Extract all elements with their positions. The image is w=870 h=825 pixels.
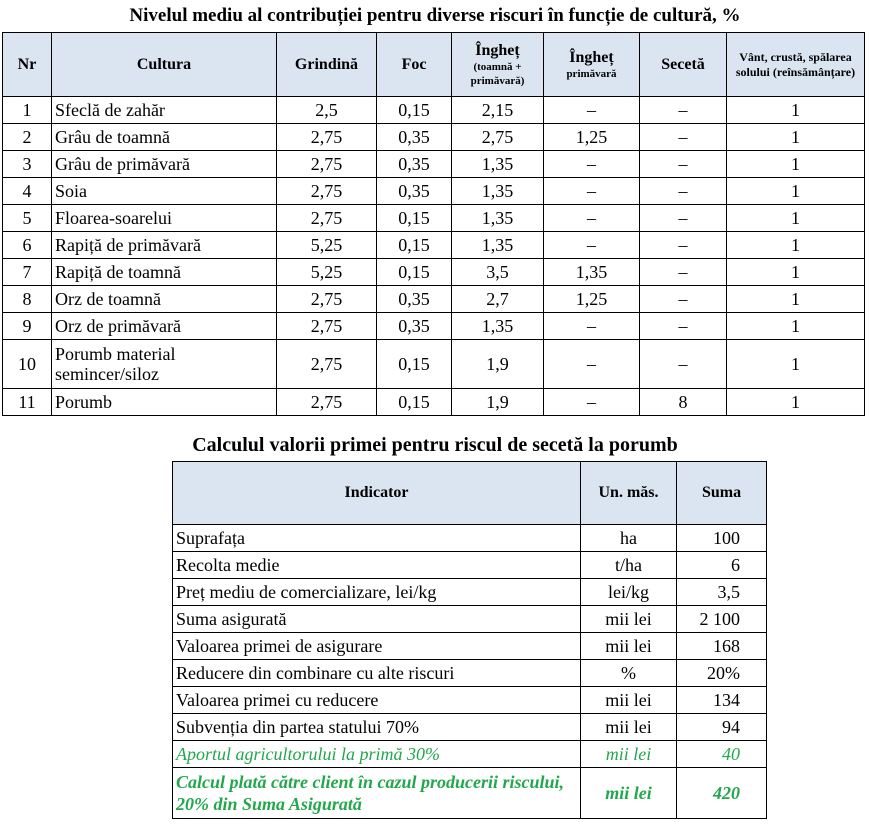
cell-sum: 420	[677, 768, 767, 819]
table-row	[173, 633, 767, 660]
cell-cultura: Rapiță de primăvară	[52, 232, 277, 259]
cell-indicator: Valoarea primei de asigurare	[173, 633, 581, 660]
cell-foc: 0,35	[377, 286, 452, 313]
header-inghet-primavara	[544, 33, 640, 97]
table-row	[173, 687, 767, 714]
cell-grindina: 5,25	[277, 259, 377, 286]
cell-nr: 2	[3, 124, 52, 151]
header-seceta: Secetă	[640, 33, 727, 97]
cell-vant: 1	[727, 232, 865, 259]
cell-seceta: –	[640, 97, 727, 124]
table-row	[173, 741, 767, 768]
table-row	[3, 97, 865, 124]
cell-inghet-primavara: –	[544, 313, 640, 340]
cell-sum: 3,5	[677, 579, 767, 606]
drought-premium-table	[172, 461, 767, 819]
cell-inghet: 2,75	[452, 124, 544, 151]
cell-inghet-primavara: 1,35	[544, 259, 640, 286]
cell-nr: 4	[3, 178, 52, 205]
cell-grindina: 2,75	[277, 178, 377, 205]
header-inghet-toamna-primavara	[452, 33, 544, 97]
cell-indicator: Subvenția din partea statului 70%	[173, 714, 581, 741]
table-row	[173, 768, 767, 819]
cell-inghet: 1,9	[452, 340, 544, 389]
cell-foc: 0,35	[377, 313, 452, 340]
table-row	[3, 232, 865, 259]
cell-foc: 0,15	[377, 97, 452, 124]
cell-cultura: Rapiță de toamnă	[52, 259, 277, 286]
cell-grindina: 2,75	[277, 205, 377, 232]
cell-grindina: 5,25	[277, 232, 377, 259]
cell-indicator: Recolta medie	[173, 552, 581, 579]
table-row	[173, 525, 767, 552]
cell-cultura: Grâu de toamnă	[52, 124, 277, 151]
cell-sum: 2 100	[677, 606, 767, 633]
cell-inghet-primavara: –	[544, 340, 640, 389]
cell-inghet-primavara: –	[544, 178, 640, 205]
cell-indicator: Suprafața	[173, 525, 581, 552]
cell-seceta: –	[640, 124, 727, 151]
cell-nr: 9	[3, 313, 52, 340]
cell-inghet: 1,35	[452, 151, 544, 178]
cell-sum: 94	[677, 714, 767, 741]
cell-nr: 11	[3, 389, 52, 416]
cell-inghet-primavara: 1,25	[544, 124, 640, 151]
cell-nr: 1	[3, 97, 52, 124]
cell-seceta: –	[640, 178, 727, 205]
cell-indicator: Reducere din combinare cu alte riscuri	[173, 660, 581, 687]
cell-vant: 1	[727, 205, 865, 232]
header-sum: Suma	[677, 462, 767, 525]
cell-vant: 1	[727, 286, 865, 313]
cell-indicator: Aportul agricultorului la primă 30%	[173, 741, 581, 768]
cell-indicator: Valoarea primei cu reducere	[173, 687, 581, 714]
header-nr: Nr	[3, 33, 52, 97]
cell-grindina: 2,75	[277, 286, 377, 313]
cell-unit: mii lei	[581, 687, 677, 714]
cell-unit: mii lei	[581, 606, 677, 633]
risk-contribution-table	[2, 32, 865, 416]
cell-unit: mii lei	[581, 768, 677, 819]
cell-nr: 5	[3, 205, 52, 232]
cell-indicator: Suma asigurată	[173, 606, 581, 633]
cell-sum: 6	[677, 552, 767, 579]
cell-inghet: 1,35	[452, 232, 544, 259]
table1-header-row	[3, 33, 865, 97]
cell-inghet: 2,7	[452, 286, 544, 313]
cell-vant: 1	[727, 97, 865, 124]
cell-cultura: Sfeclă de zahăr	[52, 97, 277, 124]
header-vant: Vânt, crustă, spălarea solului (reînsămânțare)	[727, 33, 865, 97]
table-row	[173, 660, 767, 687]
cell-inghet: 1,35	[452, 205, 544, 232]
cell-vant: 1	[727, 124, 865, 151]
cell-nr: 8	[3, 286, 52, 313]
table-row	[173, 552, 767, 579]
header-inghet2-sublabel: primăvară	[566, 67, 617, 80]
cell-unit: mii lei	[581, 633, 677, 660]
header-grindina: Grindină	[277, 33, 377, 97]
cell-inghet: 1,35	[452, 313, 544, 340]
cell-cultura: Orz de primăvară	[52, 313, 277, 340]
cell-seceta: –	[640, 205, 727, 232]
cell-inghet-primavara: –	[544, 151, 640, 178]
cell-seceta: –	[640, 286, 727, 313]
cell-cultura: Porumb material semincer/siloz	[52, 340, 277, 389]
cell-seceta: –	[640, 313, 727, 340]
cell-seceta: –	[640, 340, 727, 389]
cell-grindina: 2,75	[277, 313, 377, 340]
cell-cultura: Soia	[52, 178, 277, 205]
cell-inghet: 2,15	[452, 97, 544, 124]
header-inghet2-label: Îngheț	[569, 48, 614, 66]
cell-grindina: 2,75	[277, 151, 377, 178]
cell-indicator: Preț mediu de comercializare, lei/kg	[173, 579, 581, 606]
cell-inghet-primavara: 1,25	[544, 286, 640, 313]
cell-nr: 3	[3, 151, 52, 178]
cell-foc: 0,15	[377, 389, 452, 416]
header-inghet-sublabel: (toamnă + primăvară)	[470, 60, 525, 87]
cell-grindina: 2,75	[277, 124, 377, 151]
table2-title: Calculul valorii primei pentru riscul de secetă la porumb	[192, 434, 678, 456]
cell-vant: 1	[727, 178, 865, 205]
cell-unit: mii lei	[581, 741, 677, 768]
cell-foc: 0,35	[377, 151, 452, 178]
cell-inghet-primavara: –	[544, 205, 640, 232]
cell-foc: 0,35	[377, 124, 452, 151]
table2-header-row	[173, 462, 767, 525]
cell-nr: 6	[3, 232, 52, 259]
table-row	[3, 151, 865, 178]
cell-grindina: 2,75	[277, 389, 377, 416]
cell-cultura: Porumb	[52, 389, 277, 416]
cell-cultura: Grâu de primăvară	[52, 151, 277, 178]
cell-nr: 10	[3, 340, 52, 389]
cell-foc: 0,35	[377, 178, 452, 205]
cell-foc: 0,15	[377, 205, 452, 232]
table-row	[3, 286, 865, 313]
cell-cultura: Floarea-soarelui	[52, 205, 277, 232]
cell-sum: 168	[677, 633, 767, 660]
header-inghet-label: Îngheț	[475, 41, 520, 59]
cell-grindina: 2,5	[277, 97, 377, 124]
cell-foc: 0,15	[377, 259, 452, 286]
cell-inghet: 3,5	[452, 259, 544, 286]
cell-grindina: 2,75	[277, 340, 377, 389]
table-row	[173, 606, 767, 633]
table-row	[3, 124, 865, 151]
table1-title: Nivelul mediu al contribuției pentru diverse riscuri în funcție de cultură, %	[129, 5, 741, 26]
table-row	[173, 714, 767, 741]
cell-unit: mii lei	[581, 714, 677, 741]
cell-seceta: 8	[640, 389, 727, 416]
cell-nr: 7	[3, 259, 52, 286]
cell-foc: 0,15	[377, 340, 452, 389]
cell-vant: 1	[727, 389, 865, 416]
cell-unit: %	[581, 660, 677, 687]
header-foc: Foc	[377, 33, 452, 97]
table-row	[3, 205, 865, 232]
cell-unit: t/ha	[581, 552, 677, 579]
cell-inghet-primavara: –	[544, 232, 640, 259]
cell-seceta: –	[640, 232, 727, 259]
cell-sum: 40	[677, 741, 767, 768]
cell-inghet: 1,35	[452, 178, 544, 205]
cell-sum: 134	[677, 687, 767, 714]
cell-inghet: 1,9	[452, 389, 544, 416]
cell-vant: 1	[727, 340, 865, 389]
cell-sum: 20%	[677, 660, 767, 687]
cell-vant: 1	[727, 151, 865, 178]
cell-foc: 0,15	[377, 232, 452, 259]
cell-vant: 1	[727, 259, 865, 286]
cell-cultura: Orz de toamnă	[52, 286, 277, 313]
header-unit: Un. măs.	[581, 462, 677, 525]
cell-unit: lei/kg	[581, 579, 677, 606]
table-row	[3, 313, 865, 340]
cell-indicator: Calcul plată către client în cazul producerii riscului, 20% din Suma Asigurată	[173, 768, 581, 819]
cell-inghet-primavara: –	[544, 389, 640, 416]
cell-seceta: –	[640, 259, 727, 286]
table-row	[3, 389, 865, 416]
cell-vant: 1	[727, 313, 865, 340]
cell-unit: ha	[581, 525, 677, 552]
cell-sum: 100	[677, 525, 767, 552]
cell-inghet-primavara: –	[544, 97, 640, 124]
table-row	[3, 259, 865, 286]
table-row	[3, 178, 865, 205]
table-row	[173, 579, 767, 606]
header-cultura: Cultura	[52, 33, 277, 97]
table-row	[3, 340, 865, 389]
cell-seceta: –	[640, 151, 727, 178]
header-indicator: Indicator	[173, 462, 581, 525]
